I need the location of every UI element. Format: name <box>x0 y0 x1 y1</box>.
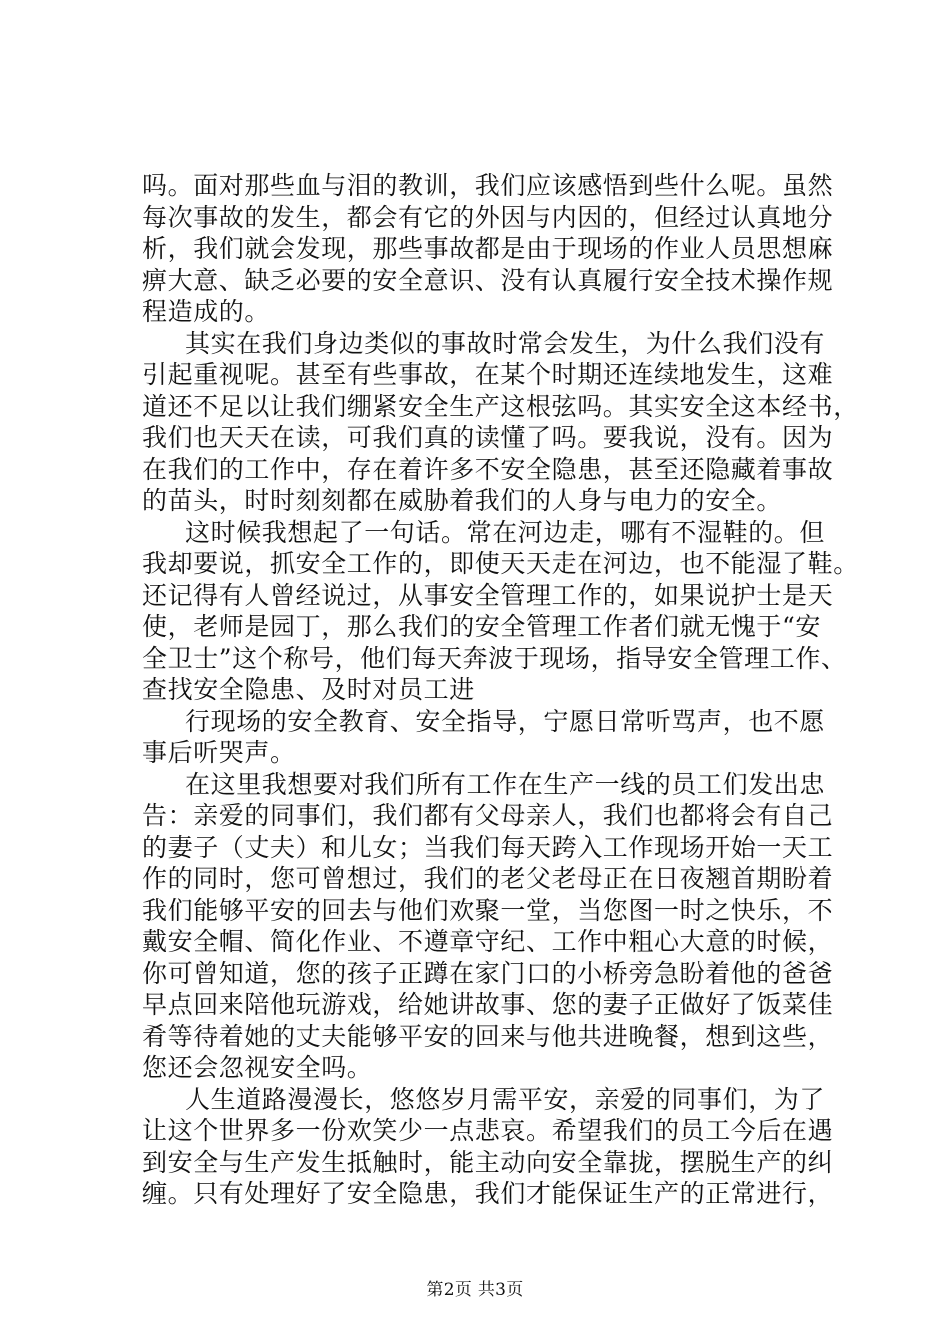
text-line: 引起重视呢。甚至有些事故，在某个时期还连续地发生，这难 <box>142 360 834 389</box>
paragraph-start-line: 这时候我想起了一句话。常在河边走，哪有不湿鞋的。但 <box>185 517 826 547</box>
text-line: 的苗头，时时刻刻都在威胁着我们的人身与电力的安全。 <box>142 486 783 515</box>
text-line: 我们能够平安的回去与他们欢聚一堂，当您图一时之快乐，不 <box>142 895 834 925</box>
text-line: 作的同时，您可曾想过，我们的老父老母正在日夜翘首期盼着 <box>142 864 834 893</box>
page-number-label: 第2页 共3页 <box>426 1280 524 1300</box>
paragraph-start-line: 在这里我想要对我们所有工作在生产一线的员工们发出忠 <box>185 769 826 799</box>
text-line: 使，老师是园丁，那么我们的安全管理工作者们就无愧于“安 <box>142 612 821 641</box>
text-line: 肴等待着她的丈夫能够平安的回来与他共进晚餐，想到这些， <box>142 1021 834 1051</box>
text-line: 您还会忽视安全吗。 <box>142 1053 373 1082</box>
text-line: 析，我们就会发现，那些事故都是由于现场的作业人员思想麻 <box>142 234 834 263</box>
text-line: 我们也天天在读，可我们真的读懂了吗。要我说，没有。因为 <box>142 423 834 452</box>
paragraph-start-line: 行现场的安全教育、安全指导，宁愿日常听骂声，也不愿 <box>185 706 826 736</box>
text-line: 让这个世界多一份欢笑少一点悲哀。希望我们的员工今后在遇 <box>142 1116 834 1145</box>
text-line: 还记得有人曾经说过，从事安全管理工作的，如果说护士是天 <box>142 580 834 610</box>
text-line: 缠。只有处理好了安全隐患，我们才能保证生产的正常进行， <box>142 1179 834 1208</box>
text-line: 痹大意、缺乏必要的安全意识、没有认真履行安全技术操作规 <box>142 265 834 295</box>
text-line: 在我们的工作中，存在着许多不安全隐患，甚至还隐藏着事故 <box>142 454 834 484</box>
text-line: 戴安全帽、简化作业、不遵章守纪、工作中粗心大意的时候， <box>142 927 834 956</box>
text-line: 事后听哭声。 <box>142 738 296 767</box>
text-line: 早点回来陪他玩游戏，给她讲故事、您的妻子正做好了饭菜佳 <box>142 990 834 1019</box>
paragraph-start-line: 人生道路漫漫长，悠悠岁月需平安，亲爱的同事们，为了 <box>185 1084 826 1114</box>
text-line: 告：亲爱的同事们，我们都有父母亲人，我们也都将会有自己 <box>142 801 834 830</box>
text-line: 你可曾知道，您的孩子正蹲在家门口的小桥旁急盼着他的爸爸 <box>142 958 834 988</box>
text-line: 到安全与生产发生抵触时，能主动向安全靠拢，摆脱生产的纠 <box>142 1147 834 1177</box>
text-line: 道还不足以让我们绷紧安全生产这根弦吗。其实安全这本经书， <box>142 391 859 421</box>
text-line: 查找安全隐患、及时对员工进 <box>142 675 475 704</box>
page-footer <box>0 1275 950 1300</box>
text-line: 程造成的。 <box>142 297 271 326</box>
text-line: 全卫士”这个称号，他们每天奔波于现场，指导安全管理工作、 <box>142 643 847 673</box>
document-body <box>142 170 859 1210</box>
text-line: 吗。面对那些血与泪的教训，我们应该感悟到些什么呢。虽然 <box>142 171 834 200</box>
text-line: 的妻子（丈夫）和儿女；当我们每天跨入工作现场开始一天工 <box>142 832 834 862</box>
paragraph-start-line: 其实在我们身边类似的事故时常会发生，为什么我们没有 <box>185 328 826 358</box>
text-line: 每次事故的发生，都会有它的外因与内因的，但经过认真地分 <box>142 202 834 232</box>
text-line: 我却要说，抓安全工作的，即使天天走在河边，也不能湿了鞋。 <box>142 549 859 578</box>
